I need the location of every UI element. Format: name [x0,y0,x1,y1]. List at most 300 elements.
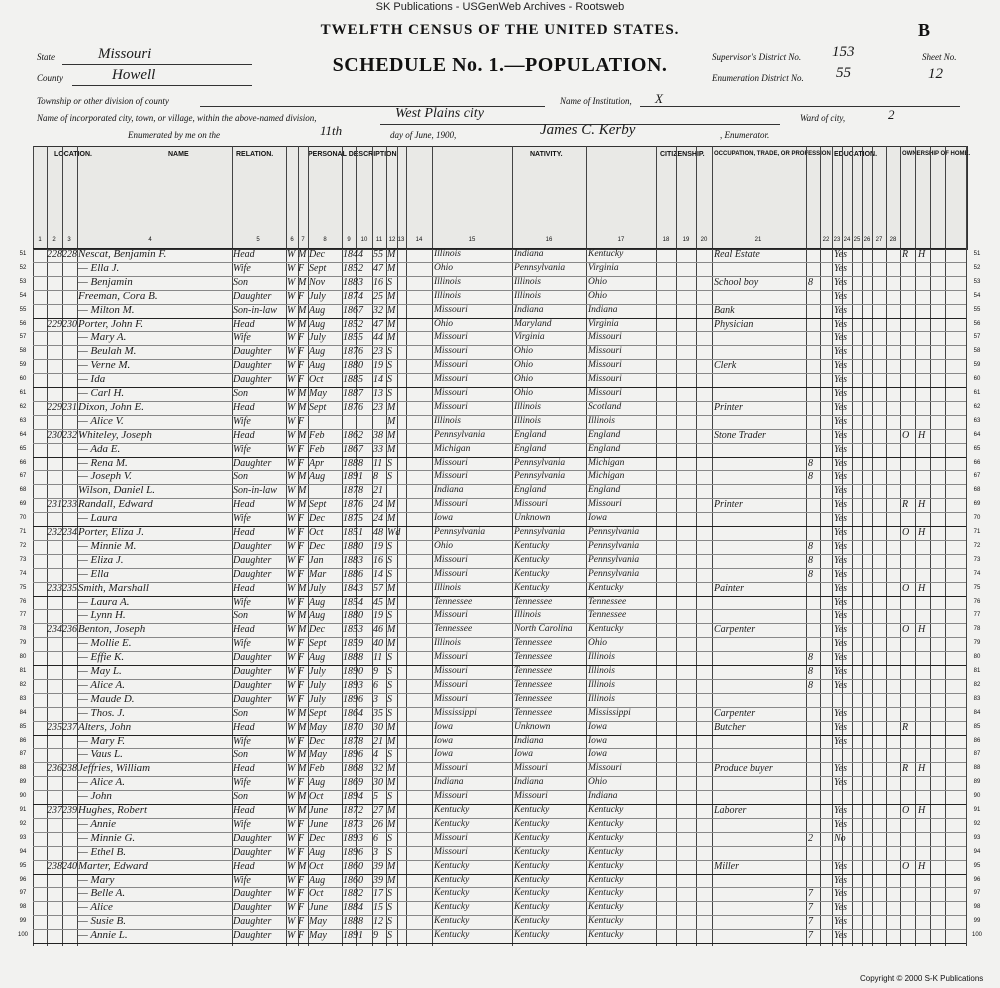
column-number: 19 [682,237,690,243]
cell-color: W [287,582,296,594]
cell-birth: Missouri [434,679,468,690]
line-number-right: 100 [971,932,982,939]
cell-name: Benton, Joseph [78,623,146,636]
cell-birth: Missouri [434,388,468,398]
line-number-right: 85 [973,723,981,730]
cell-mother-birth: Kentucky [588,805,624,815]
cell-sex: F [298,346,305,358]
cell-sex: F [298,262,305,274]
line-number: 72 [19,542,27,549]
cell-birth: Missouri [434,499,468,510]
cell-ed: Yes [834,485,847,497]
cell-age: 24 [373,513,383,525]
line-number-right: 67 [973,473,981,480]
line-number: 91 [19,807,27,813]
cell-father-birth: Pennsylvania [514,527,566,537]
line-number-right: 88 [973,765,981,772]
cell-marital: S [387,930,392,942]
cell-relation: Wife [233,415,251,427]
cell-ed: Yes [834,513,847,525]
column-number: 11 [375,237,383,243]
cell-age: 11 [373,652,383,664]
cell-age: 11 [373,457,383,469]
cell-year: 1883 [343,554,363,566]
cell-month: July [309,693,326,705]
cell-name: — Beulah M. [78,345,137,358]
line-number-right: 60 [973,376,981,383]
cell-mother-birth: Kentucky [588,624,624,635]
cell-mother-birth: Missouri [588,499,622,510]
cell-sex: F [298,846,305,858]
cell-name: Freeman, Cora B. [78,289,158,302]
cell-ed: Yes [834,930,847,942]
cell-mother-birth: Pennsylvania [588,527,640,537]
cell-month: Oct [309,374,324,386]
column-number: 13 [397,237,405,243]
cell-name: — Mary F. [78,734,126,747]
line-number-right: 95 [973,862,981,869]
cell-mother-birth: Kentucky [588,888,624,899]
cell-marital: Wd [387,527,401,538]
cell-mother-birth: Kentucky [588,902,624,913]
cell-name: — Thos. J. [78,706,126,719]
ward-label: Ward of city, [800,113,846,123]
cell-age: 6 [373,679,378,691]
cell-name: — Joseph V. [78,470,132,483]
cell-sex: F [298,415,305,427]
cell-color: W [287,874,296,886]
cell-ed: Yes [834,262,847,274]
line-number-right: 94 [973,848,981,855]
cell-marital: S [387,360,392,372]
cell-age: 47 [373,318,383,330]
cell-year: 1854 [343,596,363,608]
cell-year: 1870 [343,721,363,733]
cell-father-birth: Missouri [514,791,548,802]
line-number: 94 [19,848,27,855]
cell-relation: Daughter [233,902,272,914]
cell-dwelling: 236 [47,763,62,775]
cell-color: W [287,346,296,358]
line-number-right: 80 [973,654,981,661]
cell-father-birth: Kentucky [514,888,550,899]
cell-marital: M [387,429,396,441]
cell-color: W [287,707,296,719]
cell-name: Nescat, Benjamin F. [78,248,167,260]
enumerator-label: , Enumerator. [720,130,770,140]
cell-school: 8 [808,457,813,469]
line-number-right: 58 [973,348,981,355]
cell-family: 234 [62,527,77,538]
column-number: 9 [347,237,351,243]
line-number-right: 52 [973,264,981,271]
cell-name: Randall, Edward [78,498,153,511]
line-number-right: 79 [973,640,981,647]
cell-father-birth: Missouri [514,499,548,510]
cell-own: O [902,582,910,594]
sheet-label: Sheet No. [922,52,957,62]
cell-month: Oct [309,527,324,538]
cell-mother-birth: Iowa [588,513,607,524]
cell-mother-birth: Virginia [588,318,619,329]
cell-mother-birth: Pennsylvania [588,554,640,565]
cell-name: — Maude D. [78,692,135,705]
cell-birth: Missouri [434,471,468,482]
cell-marital: S [387,471,392,483]
cell-color: W [287,805,296,816]
cell-year: 1888 [343,916,363,928]
cell-color: W [287,318,296,330]
line-number-right: 97 [973,890,981,897]
cell-own: O [902,860,910,872]
cell-name: — Effie K. [78,651,125,664]
line-number-right: 96 [973,876,981,883]
cell-relation: Wife [233,596,251,608]
cell-father-birth: Kentucky [514,568,550,579]
line-number: 80 [19,654,27,661]
cell-ed: Yes [834,874,847,886]
cell-school: 7 [808,888,813,900]
line-number: 56 [19,320,27,327]
line-number: 68 [19,487,27,494]
cell-mother-birth: Kentucky [588,832,624,843]
cell-relation: Head [233,721,255,733]
cell-color: W [287,443,296,455]
cell-age: 40 [373,638,383,650]
cell-month: June [309,805,328,816]
cell-sex: F [298,443,305,455]
cell-age: 27 [373,805,383,816]
cell-father-birth: England [514,485,547,496]
grid-column-line [966,146,967,946]
cell-dwelling: 228 [47,249,62,260]
cell-name: Hughes, Robert [78,804,148,816]
cell-sex: M [298,763,307,775]
cell-age: 12 [373,916,383,928]
line-number: 70 [19,515,27,522]
cell-marital: M [387,638,396,650]
cell-farm: H [918,805,926,816]
cell-birth: Iowa [434,721,453,732]
cell-farm: H [918,624,926,636]
cell-sex: F [298,568,305,580]
cell-father-birth: Pennsylvania [514,471,566,482]
cell-birth: Missouri [434,360,468,371]
sheet-letter: B [918,20,931,40]
column-number: 23 [833,237,841,243]
supervisor-value: 153 [832,44,855,60]
cell-name: — Carl H. [78,387,125,399]
cell-sex: F [298,457,305,469]
cell-name: — Belle A. [78,887,126,900]
cell-father-birth: Tennessee [514,707,553,718]
cell-age: 25 [373,290,383,302]
cell-relation: Son-in-law [233,304,277,316]
cell-marital: S [387,902,392,914]
cell-father-birth: Tennessee [514,666,553,676]
cell-mother-birth: England [588,485,621,496]
cell-marital: S [387,693,392,705]
column-number: 7 [301,237,305,243]
cell-birth: Kentucky [434,874,470,885]
cell-dwelling: 233 [47,582,62,594]
cell-sex: M [298,318,307,330]
cell-birth: Pennsylvania [434,429,486,440]
cell-month: Apr [309,457,324,469]
cell-marital: S [387,666,392,677]
cell-age: 14 [373,374,383,386]
cell-color: W [287,666,296,677]
cell-age: 3 [373,846,378,858]
cell-year: 1896 [343,749,363,761]
line-number: 59 [19,362,27,369]
column-number: 3 [67,237,71,243]
cell-name: — May L. [78,665,122,677]
cell-farm: H [918,527,926,538]
cell-birth: Missouri [434,401,468,412]
cell-ed: Yes [834,499,847,511]
cell-year: 1873 [343,818,363,830]
cell-relation: Son [233,791,248,803]
cell-year: 1872 [343,805,363,816]
cell-school: 8 [808,679,813,691]
cell-color: W [287,721,296,733]
cell-year: 1884 [343,902,363,914]
cell-ed: Yes [834,304,847,316]
cell-age: 26 [373,818,383,830]
cell-relation: Wife [233,735,251,747]
cell-father-birth: Kentucky [514,832,550,843]
cell-father-birth: Indiana [514,304,544,315]
grid-column-line [33,146,34,946]
cell-birth: Missouri [434,332,468,343]
cell-father-birth: Kentucky [514,540,550,551]
cell-year: 1894 [343,791,363,803]
cell-sex: F [298,652,305,664]
cell-year: 1869 [343,777,363,789]
cell-father-birth: Indiana [514,777,544,788]
cell-age: 8 [373,471,378,483]
column-number: 16 [545,237,553,243]
section-relation: RELATION. [236,151,274,158]
cell-mother-birth: Kentucky [588,874,624,885]
cell-relation: Daughter [233,693,272,705]
township-label: Township or other division of county [37,96,169,106]
cell-relation: Head [233,499,255,511]
cell-marital: S [387,652,392,664]
line-number: 97 [19,890,27,897]
cell-dwelling: 229 [47,318,62,330]
cell-name: — Eliza J. [78,553,124,566]
line-number-right: 56 [973,320,981,327]
cell-age: 32 [373,763,383,775]
cell-relation: Head [233,582,255,594]
cell-name: — Annie L. [78,929,128,942]
cell-color: W [287,930,296,942]
cell-dwelling: 230 [47,429,62,441]
cell-occupation: Produce buyer [714,763,773,775]
cell-age: 45 [373,596,383,608]
line-number: 76 [19,598,27,605]
cell-year: 1851 [343,527,363,538]
cell-ed: Yes [834,276,847,288]
cell-ed: Yes [834,916,847,928]
cell-age: 21 [373,485,383,497]
cell-father-birth: Illinois [514,290,541,301]
cell-marital: S [387,540,392,552]
cell-mother-birth: Kentucky [588,916,624,927]
cell-dwelling: 229 [47,401,62,413]
cell-school: 8 [808,568,813,580]
cell-age: 48 [373,527,383,538]
cell-own: R [902,249,909,260]
line-number-right: 89 [973,779,981,786]
cell-color: W [287,401,296,413]
cell-ed: Yes [834,346,847,358]
section-location: LOCATION. [54,151,92,158]
cell-age: 33 [373,443,383,455]
cell-name: — Ethel B. [78,845,126,858]
cell-marital: M [387,596,396,608]
cell-father-birth: Ohio [514,346,533,357]
cell-farm: H [918,860,926,872]
cell-farm: H [918,582,926,594]
cell-birth: Michigan [434,443,471,454]
cell-marital: S [387,916,392,928]
cell-color: W [287,638,296,650]
cell-father-birth: Ohio [514,360,533,371]
cell-school: 8 [808,471,813,483]
line-number-right: 90 [973,793,981,800]
cell-mother-birth: Illinois [588,693,615,704]
cell-month: Dec [309,540,326,552]
column-number: 10 [360,237,368,243]
cell-father-birth: Ohio [514,388,533,398]
cell-relation: Son [233,388,248,399]
cell-school: 7 [808,930,813,942]
supervisor-label: Supervisor's District No. [712,52,802,62]
institution-label: Name of Institution, [560,96,632,106]
cell-mother-birth: Iowa [588,749,607,760]
cell-occupation: Butcher [714,721,746,733]
cell-own: R [902,499,909,511]
cell-relation: Head [233,401,255,413]
cell-ed: Yes [834,318,847,330]
cell-mother-birth: Mississippi [588,707,631,718]
cell-relation: Wife [233,262,251,274]
cell-ed: Yes [834,888,847,900]
cell-age: 16 [373,554,383,566]
cell-birth: Missouri [434,554,468,565]
cell-color: W [287,846,296,858]
cell-name: — Minnie G. [78,831,136,844]
cell-month: Aug [309,610,326,622]
cell-marital: M [387,443,396,455]
cell-school: 2 [808,832,813,844]
enumerator-name: James C. Kerby [540,122,636,138]
cell-marital: S [387,707,392,719]
cell-father-birth: Maryland [514,318,552,329]
cell-ed: Yes [834,388,847,399]
cell-age: 14 [373,568,383,580]
line-number: 63 [19,417,27,424]
cell-occupation: Real Estate [714,249,760,260]
section-ownership: OWNERSHIP OF HOME. [902,151,971,157]
column-number: 4 [148,237,152,243]
section-education: EDUCATION. [834,151,878,158]
line-number-right: 77 [973,612,981,619]
line-number-right: 82 [973,681,981,688]
cell-marital: M [387,777,396,789]
cell-father-birth: Unknown [514,721,551,732]
cell-sex: F [298,916,305,928]
cell-birth: Missouri [434,693,468,704]
line-number: 96 [19,876,27,883]
cell-year: 1893 [343,679,363,691]
cell-marital: M [387,332,396,344]
cell-marital: M [387,818,396,830]
column-number: 5 [256,237,260,243]
line-number-right: 73 [973,556,981,563]
cell-relation: Head [233,249,255,260]
line-number-right: 75 [973,584,981,591]
cell-color: W [287,610,296,622]
cell-month: Feb [309,443,325,455]
cell-month: Sept [309,401,327,413]
column-number: 12 [388,237,396,243]
grid-column-line [930,146,931,946]
line-number: 69 [19,501,27,508]
cell-mother-birth: Kentucky [588,930,624,941]
line-number: 89 [19,779,27,786]
cell-color: W [287,624,296,636]
cell-mother-birth: Iowa [588,721,607,732]
cell-father-birth: Pennsylvania [514,262,566,273]
cell-birth: Kentucky [434,860,470,871]
cell-relation: Daughter [233,346,272,358]
column-number: 2 [52,237,56,243]
cell-own: O [902,527,910,538]
line-number: 64 [19,431,27,438]
cell-month: May [309,721,327,733]
cell-color: W [287,527,296,538]
cell-month: Dec [309,513,326,525]
cell-color: W [287,735,296,747]
cell-year: 1859 [343,638,363,650]
line-number: 77 [19,612,27,619]
cell-sex: F [298,818,305,830]
enumeration-value: 55 [836,65,851,81]
cell-father-birth: Kentucky [514,902,550,913]
cell-year: 1888 [343,652,363,664]
cell-color: W [287,499,296,511]
cell-ed: Yes [834,902,847,914]
cell-name: — Annie [78,817,116,830]
cell-ed: Yes [834,707,847,719]
line-number-right: 57 [973,334,981,341]
cell-year: 1867 [343,443,363,455]
cell-marital: M [387,304,396,316]
cell-name: Jeffries, William [78,762,151,775]
cell-name: Dixon, John E. [78,400,144,413]
cell-year: 1878 [343,735,363,747]
line-number-right: 72 [973,542,981,549]
cell-color: W [287,888,296,900]
cell-father-birth: Illinois [514,610,541,621]
cell-school: 7 [808,916,813,928]
cell-ed: Yes [834,860,847,872]
cell-month: May [309,388,327,399]
